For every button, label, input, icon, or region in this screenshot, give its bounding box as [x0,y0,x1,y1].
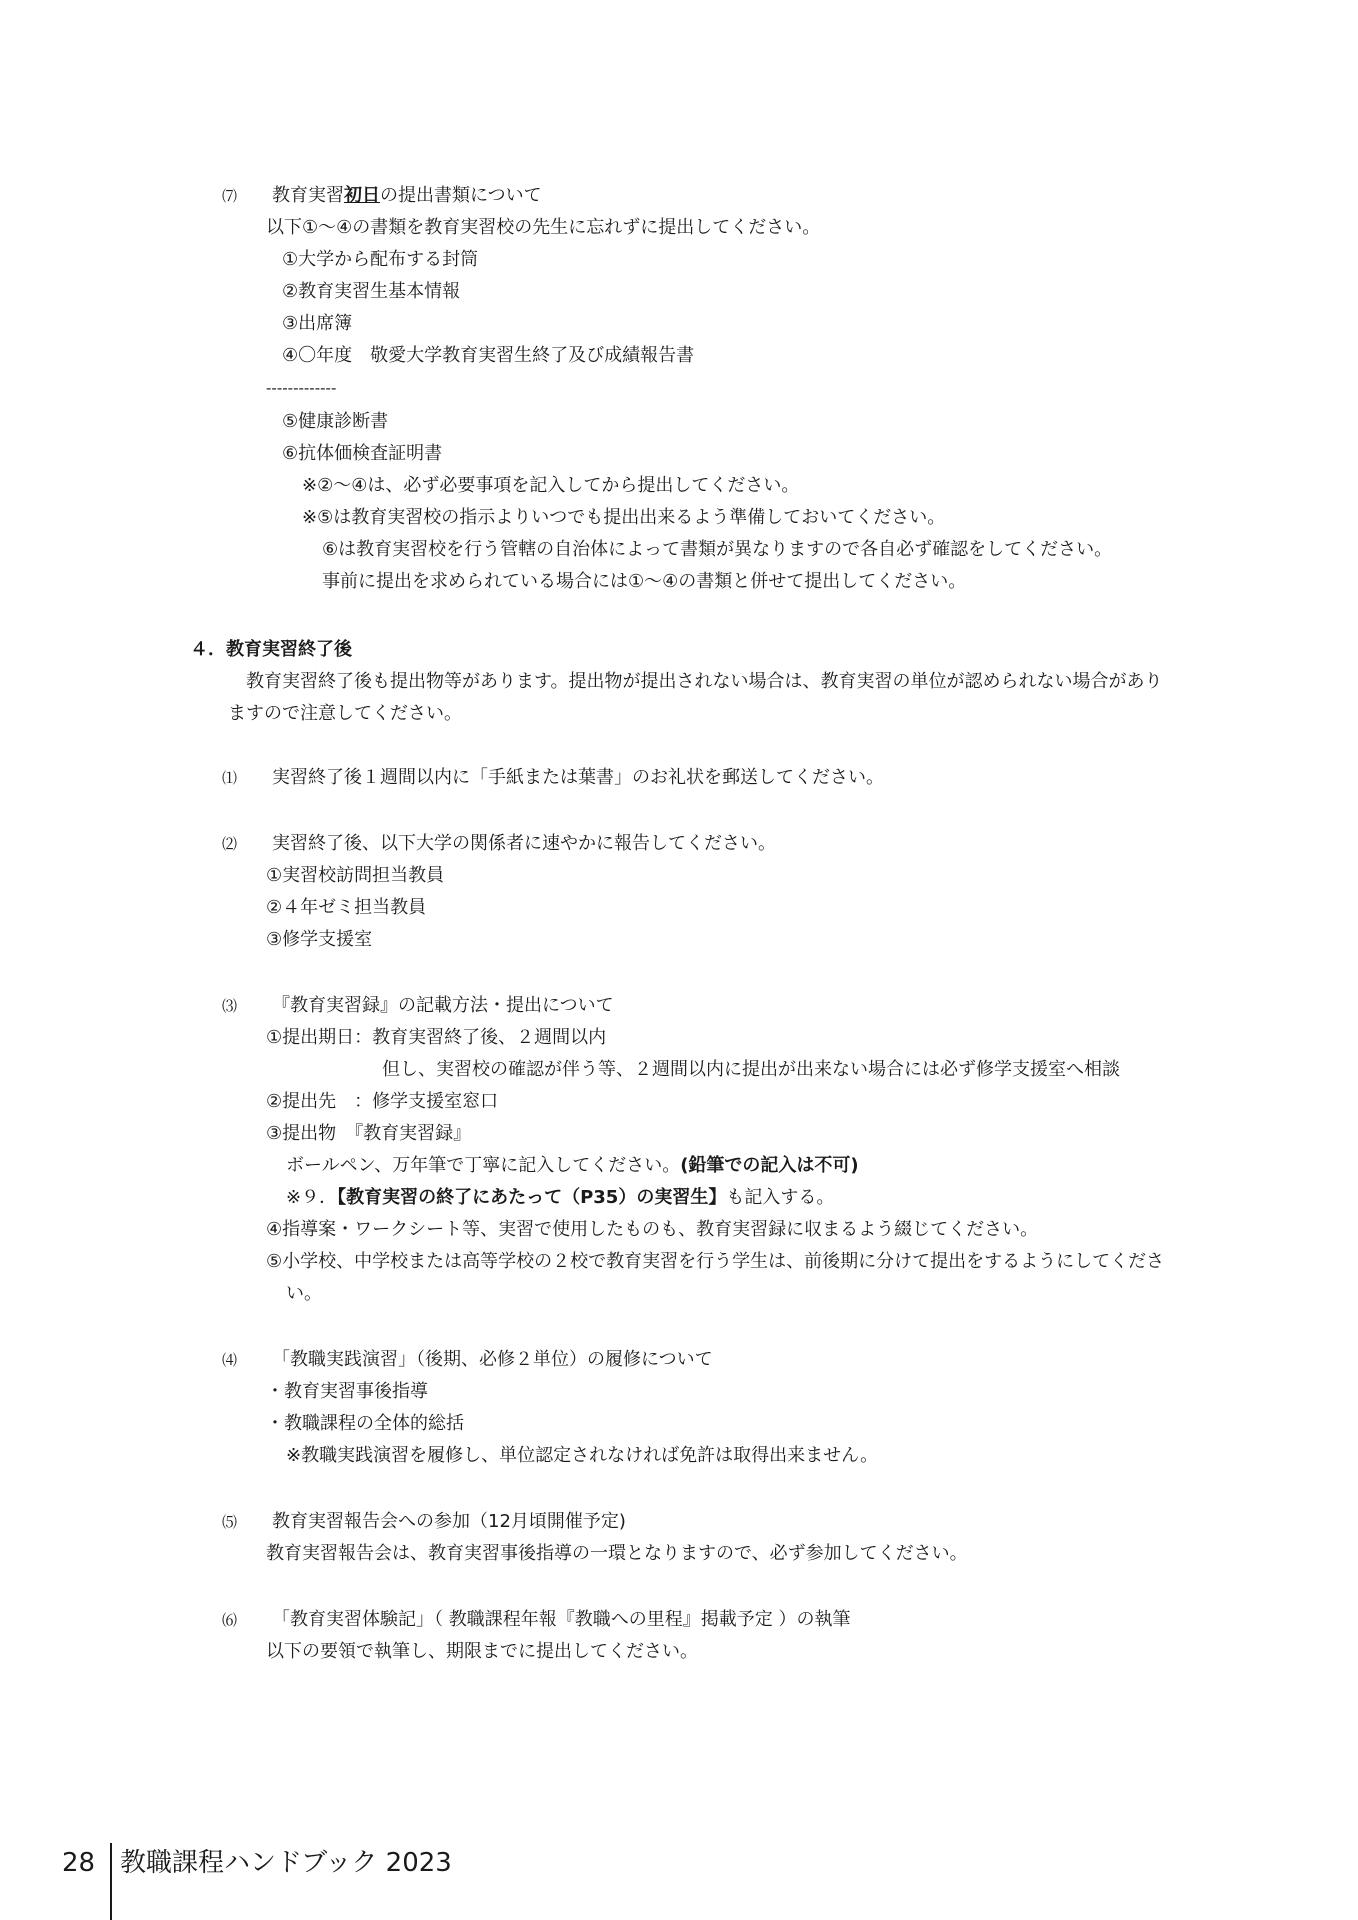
subsection-3-line: ②提出先 ：修学支援室窓口 [266,1091,499,1112]
subsection-3-line: ④指導案・ワークシート等、実習で使用したものも、教育実習録に収まるよう綴じてください。 [266,1219,1039,1240]
subsection-3 [222,990,614,1022]
section-7-intro: 以下①～④の書類を教育実習校の先生に忘れずに提出してください。 [266,217,821,238]
section-7-note: ※⑤は教育実習校の指示よりいつでも提出出来るよう準備しておいてください。 [302,507,946,528]
subsection-4-number: ⑷ [222,1351,238,1369]
footer-divider [110,1843,112,1920]
subsection-2-item: ②４年ゼミ担当教員 [266,897,427,918]
subsection-3-text: ※９． [286,1187,338,1208]
subsection-6-body: 以下の要領で執筆し、期限までに提出してください。 [266,1641,698,1662]
subsection-3-line [286,1182,834,1214]
section-7-title-emphasis: 初日 [344,185,380,206]
section-7-item: ②教育実習生基本情報 [282,281,461,302]
subsection-6-text: 「教育実習体験記」（ 教職課程年報『教職への里程』掲載予定 ）の執筆 [272,1609,851,1630]
subsection-3-emphasis: 【教育実習の終了にあたって（P35）の実習生】 [337,1187,727,1208]
subsection-3-line: ③提出物 『教育実習録』 [266,1123,472,1144]
section-7-note: ※②～④は、必ず必要事項を記入してから提出してください。 [302,475,800,496]
subsection-5-body: 教育実習報告会は、教育実習事後指導の一環となりますので、必ず参加してください。 [266,1543,968,1564]
subsection-5 [222,1506,626,1538]
subsection-2-item: ③修学支援室 [266,929,373,950]
section-4-heading: ４．教育実習終了後 [190,639,352,660]
subsection-5-number: ⑸ [222,1513,238,1531]
subsection-6 [222,1604,850,1636]
subsection-5-text: 教育実習報告会への参加（12月頃開催予定) [272,1511,626,1532]
subsection-3-line: ①提出期日：教育実習終了後、２週間以内 [266,1027,607,1048]
page-number: 28 [62,1848,96,1878]
section-7-note: ⑥は教育実習校を行う管轄の自治体によって書類が異なりますので各自必ず確認をしてください。 [322,539,1113,560]
subsection-4-text: 「教職実践演習」（後期、必修２単位）の履修について [272,1349,713,1370]
footer-title: 教職課程ハンドブック 2023 [120,1848,452,1878]
section-7-item: ①大学から配布する封筒 [282,249,479,270]
section-7-title-c: の提出書類について [380,185,542,206]
section-7-item: ③出席簿 [282,313,353,334]
subsection-4-item: ・教職課程の全体的総括 [266,1413,464,1434]
subsection-1 [222,762,884,794]
subsection-3-text: 『教育実習録』の記載方法・提出について [272,995,614,1016]
subsection-2-text: 実習終了後、以下大学の関係者に速やかに報告してください。 [272,833,776,854]
section-7-item: ⑥抗体価検査証明書 [282,443,443,464]
subsection-3-number: ⑶ [222,997,238,1015]
subsection-3-line: い。 [286,1283,322,1304]
section-7-item: ⑤健康診断書 [282,411,389,432]
section-7-title-a: 教育実習 [272,185,344,206]
section-4-paragraph-cont: ますので注意してください。 [228,703,462,724]
section-7-number: ⑺ [222,187,238,205]
subsection-3-text: ボールペン、万年筆で丁寧に記入してください。 [286,1155,681,1176]
subsection-1-number: ⑴ [222,769,238,787]
subsection-3-line: ⑤小学校、中学校または高等学校の２校で教育実習を行う学生は、前後期に分けて提出をするようにしてくださ [266,1251,1165,1272]
subsection-2-item: ①実習校訪問担当教員 [266,865,445,886]
section-7-note: 事前に提出を求められている場合には①～④の書類と併せて提出してください。 [322,571,967,592]
subsection-1-text: 実習終了後１週間以内に「手紙または葉書」のお礼状を郵送してください。 [272,767,884,788]
subsection-3-text: も記入する。 [726,1187,835,1208]
section-7-item: ④〇年度 敬愛大学教育実習生終了及び成績報告書 [282,345,695,366]
subsection-4-note: ※教職実践演習を履修し、単位認定されなければ免許は取得出来ません。 [286,1445,879,1466]
subsection-2 [222,828,776,860]
subsection-2-number: ⑵ [222,835,238,853]
section-7-heading [222,180,542,212]
section-7-divider: ------------- [266,379,337,397]
pencil-warning: (鉛筆での記入は不可) [680,1155,859,1176]
subsection-4 [222,1344,713,1376]
subsection-3-line [286,1150,859,1182]
subsection-4-item: ・教育実習事後指導 [266,1381,428,1402]
subsection-3-line: 但し、実習校の確認が伴う等、２週間以内に提出が出来ない場合には必ず修学支援室へ相談 [382,1059,1120,1080]
subsection-6-number: ⑹ [222,1611,238,1629]
section-4-paragraph: 教育実習終了後も提出物等があります。提出物が提出されない場合は、教育実習の単位が認められない場合があり [246,671,1163,692]
